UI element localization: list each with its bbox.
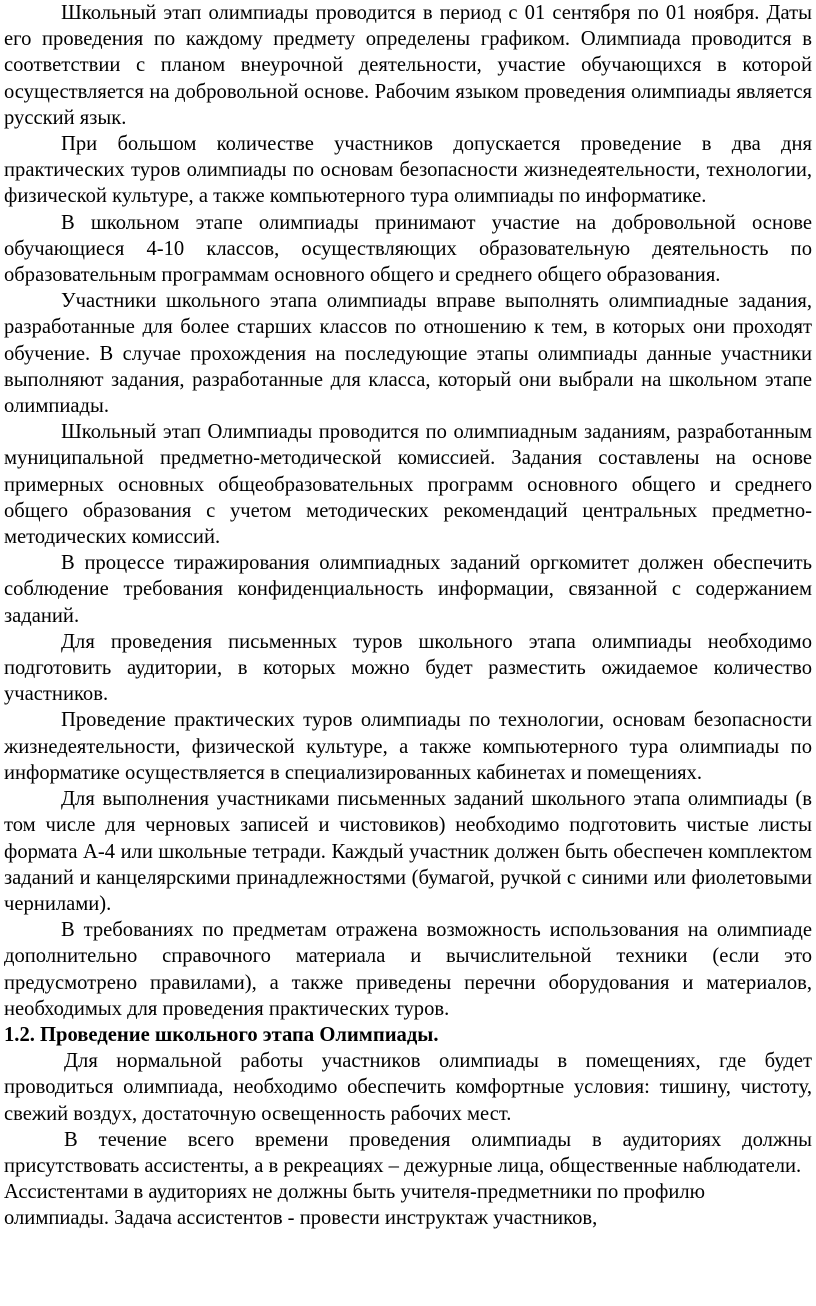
paragraph-8: Проведение практических туров олимпиады по технологии, основам безопасности жизнедеятельности, физической культуре, а также компьютерного тура олимпиады по информатике осуществляется в специализированных кабинетах и помещениях. [4,709,812,784]
section-paragraph-2: В течение всего времени проведения олимпиады в аудиториях должны присутствовать ассистенты, а в рекреациях – дежурные лица, общественные наблюдатели. [4,1128,812,1177]
section-paragraph-1: Для нормальной работы участников олимпиады в помещениях, где будет проводиться олимпиада, необходимо обеспечить комфортные условия: тишину, чистоту, свежий воздух, достаточную освещенность рабочих мест. [4,1050,812,1125]
section-heading: 1.2. Проведение школьного этапа Олимпиады. [4,1023,439,1046]
paragraph-3: В школьном этапе олимпиады принимают участие на добровольной основе обучающиеся 4-10 классов, осуществляющих образовательную деятельность по образовательным программам основного общего и среднего общего образования. [4,211,812,287]
paragraph-5: Школьный этап Олимпиады проводится по олимпиадным заданиям, разработанным муниципальной предметно-методической комиссией. Задания составлены на основе примерных основных общеобразовательных программ основного общего и среднего общего образования с учетом методических рекомендаций центральных предметно-методических комиссий. [4,421,812,549]
paragraph-2: При большом количестве участников допускается проведение в два дня практических туров олимпиады по основам безопасности жизнедеятельности, технологии, физической культуре, а также компьютерного тура олимпиады по информатике. [4,133,812,208]
paragraph-9: Для выполнения участниками письменных заданий школьного этапа олимпиады (в том числе для черновых записей и чистовиков) необходимо подготовить чистые листы формата А-4 или школьные тетради. Каждый участник должен быть обеспечен комплектом заданий и канцелярскими принадлежностями (бумагой, ручкой с синими или фиолетовыми чернилами). [4,788,812,915]
paragraph-10: В требованиях по предметам отражена возможность использования на олимпиаде дополнительно справочного материала и вычислительной техники (если это предусмотрено правилами), а также приведены перечни оборудования и материалов, необходимых для проведения практических туров. [4,919,812,1020]
paragraph-4: Участники школьного этапа олимпиады вправе выполнять олимпиадные задания, разработанные для более старших классов по отношению к тем, в которых они проходят обучение. В случае прохождения на последующие этапы олимпиады данные участники выполняют задания, разработанные для класса, который они выбрали на школьном этапе олимпиады. [4,290,812,418]
trailing-paragraph: Ассистентами в аудиториях не должны быть учителя-предметники по профилю олимпиады. Задача ассистентов - провести инструктаж участников, [4,1181,706,1230]
paragraph-1: Школьный этап олимпиады проводится в период с 01 сентября по 01 ноября. Даты его проведения по каждому предмету определены графиком. Олимпиада проводится в соответствии с планом внеурочной деятельности, участие обучающихся в которой осуществляется на добровольной основе. Рабочим языком проведения олимпиады является русский язык. [4,2,812,129]
paragraph-6: В процессе тиражирования олимпиадных заданий оргкомитет должен обеспечить соблюдение требования конфиденциальность информации, связанной с содержанием заданий. [4,552,812,627]
paragraph-7: Для проведения письменных туров школьного этапа олимпиады необходимо подготовить аудитории, в которых можно будет разместить ожидаемое количество участников. [4,630,812,706]
